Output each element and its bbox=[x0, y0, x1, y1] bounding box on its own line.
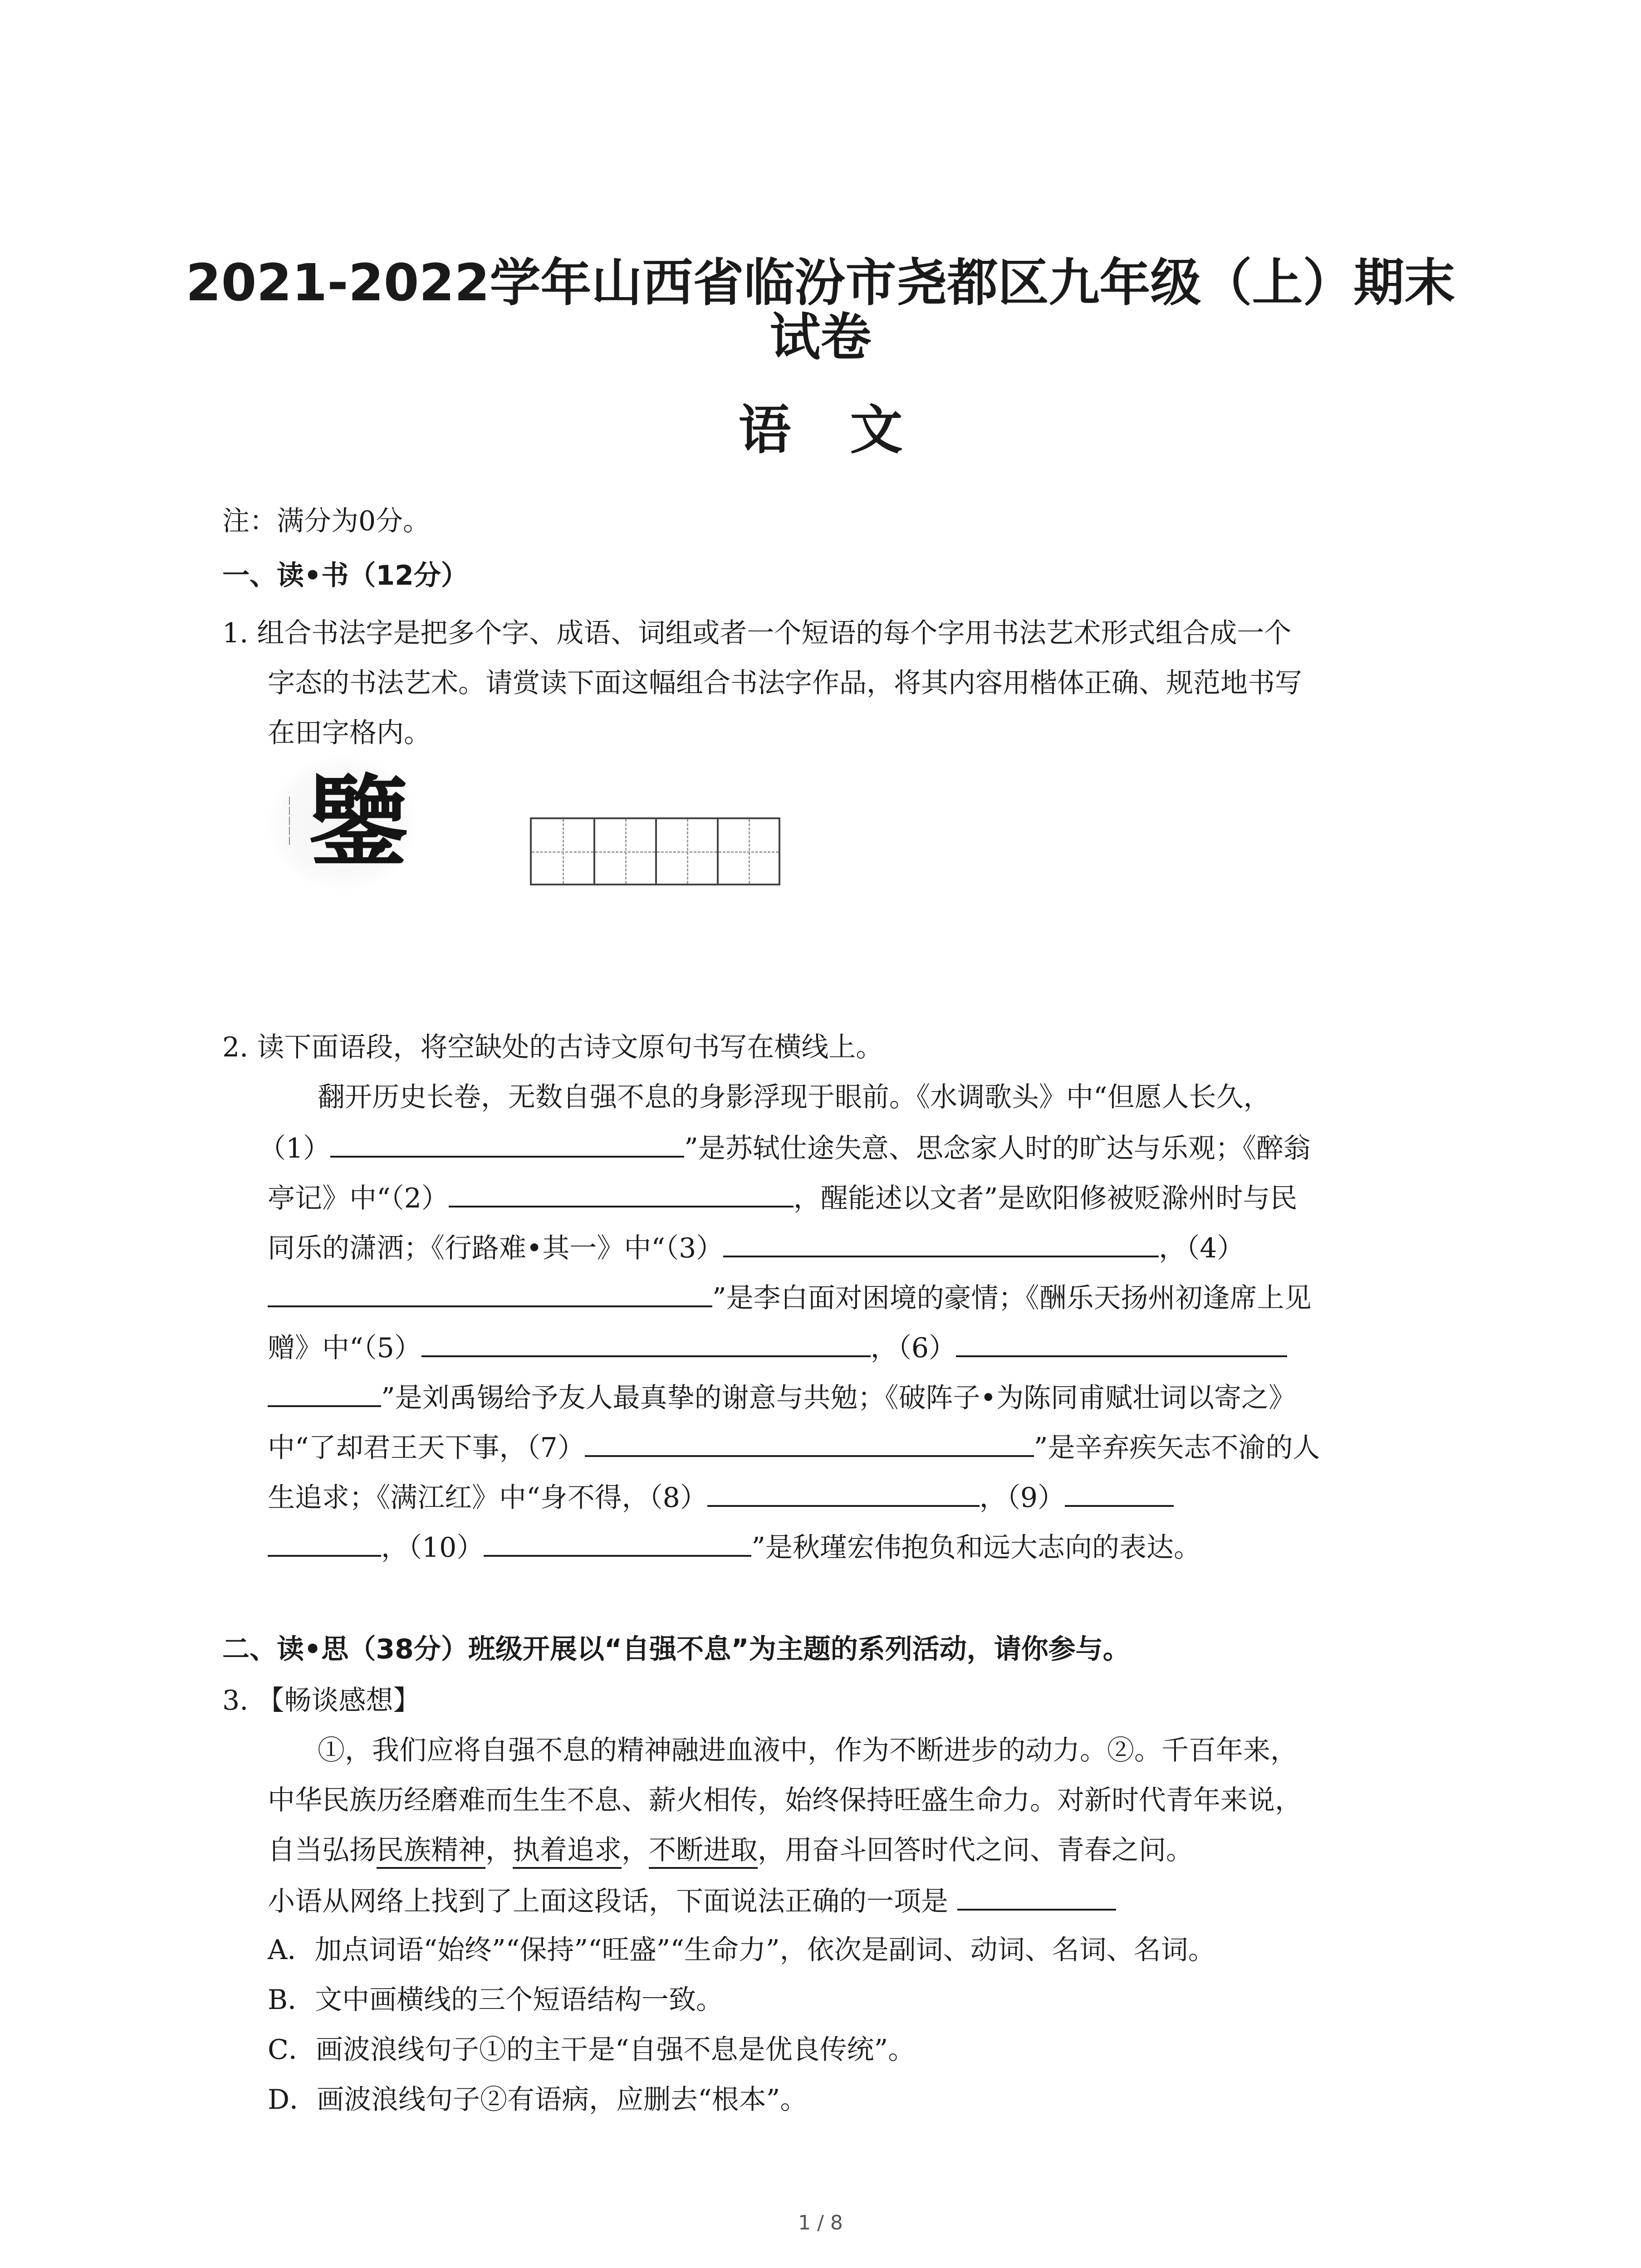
answer-blank-9a[interactable] bbox=[1065, 1479, 1174, 1507]
q2-text-9: ”是辛弃疾矢志不渝的人 bbox=[1034, 1432, 1320, 1464]
answer-blank-8[interactable] bbox=[707, 1479, 980, 1507]
underlined-phrase-1: 民族精神 bbox=[377, 1834, 485, 1869]
q2-text-6: ”是李白面对困境的豪情；《酬乐天扬州初逢席上见 bbox=[712, 1282, 1312, 1314]
q2-text-4: ，醒能述以文者”是欧阳修被贬滁州时与民 bbox=[793, 1183, 1298, 1214]
answer-blank-4[interactable] bbox=[268, 1279, 712, 1307]
q3-passage-line3 bbox=[268, 1833, 1193, 1868]
tianzige-cell[interactable] bbox=[655, 819, 717, 884]
q3-p3-start: 自当弘扬 bbox=[268, 1834, 377, 1866]
subject-title: 语文 bbox=[738, 400, 962, 461]
score-note: 注：满分为0分。 bbox=[222, 505, 431, 537]
answer-blank-10[interactable] bbox=[484, 1529, 751, 1557]
q2-label-5: 赠》中“（5） bbox=[268, 1332, 421, 1364]
q3-stem-line bbox=[268, 1882, 1116, 1919]
q2-label-3: 同乐的潇洒；《行路难•其一》中“（3） bbox=[268, 1232, 724, 1264]
q2-line8 bbox=[268, 1379, 1296, 1416]
q1-line1: 1. 组合书法字是把多个字、成语、词组或者一个短语的每个字用书法艺术形式组合成一个 bbox=[222, 617, 1292, 649]
q3-option-b[interactable]: B．文中画横线的三个短语结构一致。 bbox=[268, 1984, 724, 2016]
q3-option-a[interactable]: A．加点词语“始终”“保持”“旺盛”“生命力”，依次是副词、动词、名词、名词。 bbox=[268, 1934, 1215, 1966]
exam-title-line1: 2021-2022学年山西省临汾市尧都区九年级（上）期末 bbox=[186, 254, 1455, 313]
q3-label: 3. 【畅谈感想】 bbox=[222, 1685, 421, 1716]
q3-option-c[interactable]: C．画波浪线句子①的主干是“自强不息是优良传统”。 bbox=[268, 2034, 916, 2066]
q2-label-1: （1） bbox=[259, 1133, 331, 1164]
q2-line9 bbox=[268, 1429, 1320, 1466]
answer-blank-7[interactable] bbox=[585, 1429, 1034, 1457]
q2-line1: 2. 读下面语段，将空缺处的古诗文原句书写在横线上。 bbox=[222, 1031, 883, 1063]
q2-line7 bbox=[268, 1329, 1287, 1366]
tianzige-grid[interactable] bbox=[530, 817, 780, 885]
q2-label-9: ，（9） bbox=[979, 1482, 1065, 1514]
answer-blank-1[interactable] bbox=[330, 1129, 684, 1158]
q2-label-10: ，（10） bbox=[381, 1532, 484, 1564]
answer-blank-3[interactable] bbox=[723, 1229, 1159, 1257]
tianzige-cell[interactable] bbox=[717, 819, 779, 884]
q1-line2: 字态的书法艺术。请赏读下面这幅组合书法字作品，将其内容用楷体正确、规范地书写 bbox=[268, 667, 1302, 699]
underlined-phrase-3: 不断进取 bbox=[649, 1834, 758, 1869]
q2-line6 bbox=[268, 1279, 1312, 1316]
q2-label-8: 生追求；《满江红》中“身不得，（8） bbox=[268, 1482, 707, 1514]
answer-blank-9b[interactable] bbox=[268, 1529, 381, 1557]
q3-stem: 小语从网络上找到了上面这段话，下面说法正确的一项是 bbox=[268, 1886, 948, 1917]
q2-line5 bbox=[268, 1229, 1244, 1266]
q3-passage-line1: ①，我们应将自强不息的精神融进血液中，作为不断进步的动力。②。千百年来， bbox=[318, 1735, 1298, 1766]
q2-label-4: ，（4） bbox=[1159, 1232, 1244, 1264]
q2-line11 bbox=[268, 1529, 1201, 1565]
section1-heading: 一、读•书（12分） bbox=[222, 560, 468, 591]
tianzige-cell[interactable] bbox=[532, 819, 593, 884]
q2-label-2: 亭记》中“（2） bbox=[268, 1183, 449, 1214]
answer-blank-5[interactable] bbox=[421, 1329, 871, 1357]
q2-line3 bbox=[259, 1129, 1311, 1166]
answer-blank-6b[interactable] bbox=[268, 1379, 381, 1407]
answer-blank-q3[interactable] bbox=[957, 1882, 1116, 1911]
q3-p3-sep2: ， bbox=[622, 1834, 649, 1866]
q2-line10 bbox=[268, 1479, 1174, 1515]
seal-inscription-mark: 丨丨丨丨丨 bbox=[285, 796, 294, 846]
calligraphy-character: 鑒 bbox=[309, 763, 409, 881]
q2-text-3: ”是苏轼仕途失意、思念家人时的旷达与乐观；《醉翁 bbox=[684, 1133, 1311, 1164]
q3-p3-sep1: ， bbox=[485, 1834, 513, 1866]
q2-text-11: ”是秋瑾宏伟抱负和远大志向的表达。 bbox=[751, 1532, 1201, 1564]
calligraphy-artwork bbox=[268, 755, 417, 891]
q2-line4 bbox=[268, 1179, 1298, 1216]
tianzige-cell[interactable] bbox=[593, 819, 655, 884]
q3-option-d[interactable]: D．画波浪线句子②有语病，应删去“根本”。 bbox=[268, 2084, 808, 2116]
underlined-phrase-2: 执着追求 bbox=[513, 1834, 622, 1869]
page-number: 1 / 8 bbox=[798, 2211, 843, 2234]
q2-text-8: ”是刘禹锡给予友人最真挚的谢意与共勉；《破阵子•为陈同甫赋壮词以寄之》 bbox=[381, 1382, 1296, 1414]
q2-line2: 翻开历史长卷，无数自强不息的身影浮现于眼前。《水调歌头》中“但愿人长久， bbox=[318, 1081, 1271, 1113]
exam-title-line2: 试卷 bbox=[769, 308, 872, 367]
answer-blank-2[interactable] bbox=[449, 1179, 794, 1207]
q3-p3-end: ，用奋斗回答时代之问、青春之问。 bbox=[758, 1834, 1193, 1866]
q1-line3: 在田字格内。 bbox=[268, 717, 431, 749]
q3-passage-line2: 中华民族历经磨难而生生不息、薪火相传，始终保持旺盛生命力。对新时代青年来说， bbox=[268, 1784, 1302, 1816]
q2-label-6: ，（6） bbox=[870, 1332, 956, 1364]
section2-heading: 二、读•思（38分）班级开展以“自强不息”为主题的系列活动，请你参与。 bbox=[222, 1633, 1130, 1665]
q2-label-7: 中“了却君王天下事，（7） bbox=[268, 1432, 585, 1464]
answer-blank-6a[interactable] bbox=[956, 1329, 1287, 1357]
